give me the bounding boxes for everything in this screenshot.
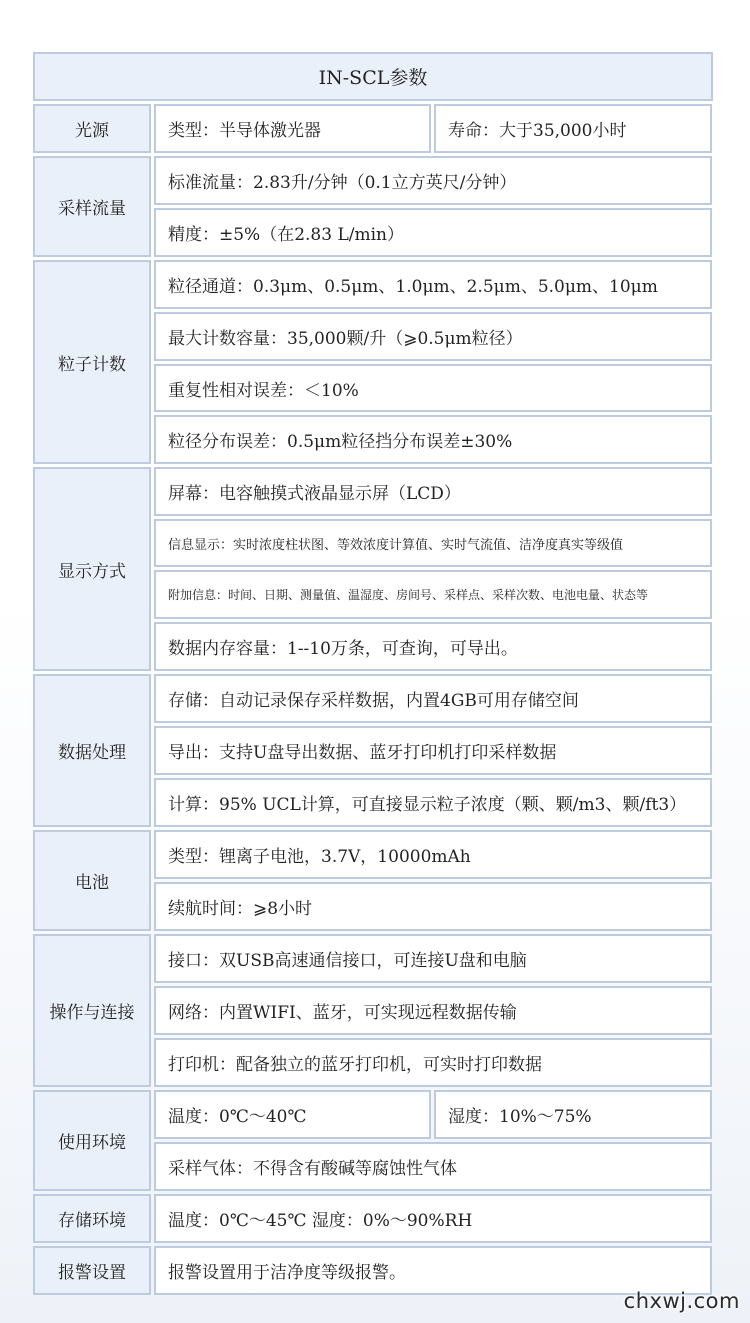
- category-usage-environment: 使用环境: [33, 1090, 151, 1191]
- category-battery: 电池: [33, 830, 151, 931]
- category-data-processing: 数据处理: [33, 674, 151, 827]
- count-distribution-error: 粒径分布误差：0.5μm粒径挡分布误差±30%: [154, 415, 712, 464]
- ops-network: 网络：内置WIFI、蓝牙，可实现远程数据传输: [154, 986, 712, 1035]
- storage-environment-value: 温度：0℃～45℃ 湿度：0%～90%RH: [154, 1194, 712, 1243]
- ops-interface: 接口：双USB高速通信接口，可连接U盘和电脑: [154, 934, 712, 983]
- light-source-type: 类型：半导体激光器: [154, 104, 431, 153]
- display-info: 信息显示：实时浓度柱状图、等效浓度计算值、实时气流值、洁净度真实等级值: [154, 519, 712, 567]
- flow-accuracy: 精度：±5%（在2.83 L/min）: [154, 208, 712, 257]
- data-calc: 计算：95% UCL计算，可直接显示粒子浓度（颗、颗/m3、颗/ft3）: [154, 778, 712, 827]
- table-title: IN-SCL参数: [33, 52, 713, 101]
- light-source-life: 寿命：大于35,000小时: [434, 104, 712, 153]
- watermark-text: chxwj.com: [623, 1289, 740, 1313]
- battery-endurance: 续航时间：⩾8小时: [154, 882, 712, 931]
- env-temperature: 温度：0℃～40℃: [154, 1090, 431, 1139]
- flow-standard: 标准流量：2.83升/分钟（0.1立方英尺/分钟）: [154, 156, 712, 205]
- category-alarm: 报警设置: [33, 1246, 151, 1295]
- ops-printer: 打印机：配备独立的蓝牙打印机，可实时打印数据: [154, 1038, 712, 1087]
- category-storage-environment: 存储环境: [33, 1194, 151, 1243]
- category-particle-count: 粒子计数: [33, 260, 151, 464]
- category-display: 显示方式: [33, 467, 151, 671]
- battery-type: 类型：锂离子电池，3.7V，10000mAh: [154, 830, 712, 879]
- env-humidity: 湿度：10%～75%: [434, 1090, 712, 1139]
- alarm-value: 报警设置用于洁净度等级报警。: [154, 1246, 712, 1295]
- display-screen: 屏幕：电容触摸式液晶显示屏（LCD）: [154, 467, 712, 516]
- data-export: 导出：支持U盘导出数据、蓝牙打印机打印采样数据: [154, 726, 712, 775]
- count-repeatability: 重复性相对误差：＜10%: [154, 364, 712, 412]
- display-extra-info: 附加信息：时间、日期、测量值、温湿度、房间号、采样点、采样次数、电池电量、状态等: [154, 570, 712, 619]
- data-storage: 存储：自动记录保存采样数据，内置4GB可用存储空间: [154, 674, 712, 723]
- display-memory: 数据内存容量：1--10万条，可查询，可导出。: [154, 622, 712, 671]
- count-channels: 粒径通道：0.3μm、0.5μm、1.0μm、2.5μm、5.0μm、10μm: [154, 260, 712, 309]
- env-sample-gas: 采样气体：不得含有酸碱等腐蚀性气体: [154, 1142, 712, 1191]
- category-flow: 采样流量: [33, 156, 151, 257]
- category-light-source: 光源: [33, 104, 151, 153]
- category-operation-connection: 操作与连接: [33, 934, 151, 1087]
- count-max-capacity: 最大计数容量：35,000颗/升（⩾0.5μm粒径）: [154, 312, 712, 361]
